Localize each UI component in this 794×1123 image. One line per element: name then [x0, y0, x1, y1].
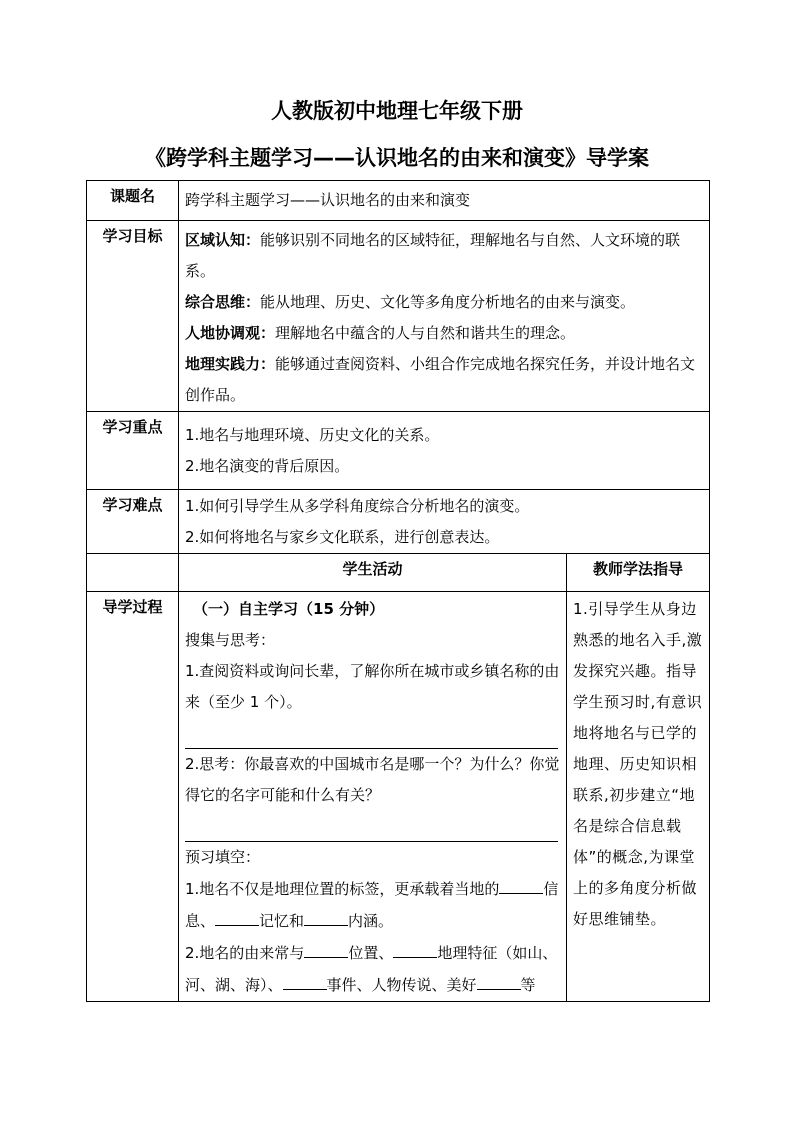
blank [477, 969, 521, 990]
goal-item: 区域认知：能够识别不同地名的区域特征，理解地名与自然、人文环境的联系。 [185, 231, 681, 280]
question-1: 1.查阅资料或询问长辈，了解你所在城市或乡镇名称的由来（至少 1 个）。 [185, 662, 560, 711]
key-points-label: 学习重点 [87, 412, 179, 490]
topic-label: 课题名 [87, 181, 179, 221]
fill-blank-2: 2.地名的由来常与 位置、 地理特征（如山、河、湖、海）、 事件、人物传说、美好 等 [185, 937, 560, 1001]
blank [215, 905, 259, 926]
document-title: 人教版初中地理七年级下册 [271, 99, 523, 123]
difficulty-item: 1.如何引导学生从多学科角度综合分析地名的演变。 [185, 496, 530, 515]
key-point-item: 1.地名与地理环境、历史文化的关系。 [185, 425, 440, 444]
goals-row [87, 221, 710, 412]
preview-heading: 预习填空： [185, 848, 261, 866]
key-points-row [87, 412, 710, 490]
answer-line [185, 718, 558, 749]
goals-cell [179, 221, 710, 412]
difficulty-cell [179, 490, 710, 554]
goals-label: 学习目标 [87, 221, 179, 412]
document-subtitle: 《跨学科主题学习——认识地名的由来和演变》导学案 [145, 146, 649, 170]
empty-header-cell [87, 554, 179, 592]
goal-item: 地理实践力：能够通过查阅资料、小组合作完成地名探究任务，并设计地名文创作品。 [185, 355, 696, 404]
student-activity-header: 学生活动 [179, 554, 567, 592]
process-label: 导学过程 [87, 592, 179, 1002]
key-points-cell [179, 412, 710, 490]
question-2: 2.思考：你最喜欢的中国城市名是哪一个？为什么？你觉得它的名字可能和什么有关？ [185, 755, 560, 804]
key-point-item: 2.地名演变的背后原因。 [185, 456, 350, 475]
blank [304, 905, 348, 926]
answer-line [185, 811, 558, 842]
blank [304, 937, 348, 958]
teacher-guidance-cell: 1.引导学生从身边熟悉的地名入手,激发探究兴趣。指导学生预习时,有意识地将地名与已学的地理、历史知识相联系,初步建立“地名是综合信息载体”的概念,为课堂上的多角度分析做好思维铺垫。 [567, 592, 710, 1002]
section-heading: （一）自主学习（15 分钟） [193, 600, 385, 618]
process-row [87, 592, 710, 1002]
topic-row [87, 181, 710, 221]
blank [499, 873, 543, 894]
fill-blank-1: 1.地名不仅是地理位置的标签，更承载着当地的 信息、 记忆和 内涵。 [185, 873, 560, 937]
collect-heading: 搜集与思考： [185, 631, 276, 649]
column-header-row [87, 554, 710, 592]
blank [393, 937, 437, 958]
study-guide-table [86, 180, 710, 1002]
difficulty-label: 学习难点 [87, 490, 179, 554]
goal-item: 人地协调观：理解地名中蕴含的人与自然和谐共生的理念。 [185, 324, 576, 342]
teacher-guidance-header: 教师学法指导 [567, 554, 710, 592]
blank [283, 969, 327, 990]
student-activity-cell [179, 592, 567, 1002]
topic-value: 跨学科主题学习——认识地名的由来和演变 [179, 181, 710, 221]
goal-item: 综合思维：能从地理、历史、文化等多角度分析地名的由来与演变。 [185, 293, 636, 311]
difficulty-row [87, 490, 710, 554]
difficulty-item: 2.如何将地名与家乡文化联系，进行创意表达。 [185, 527, 500, 546]
